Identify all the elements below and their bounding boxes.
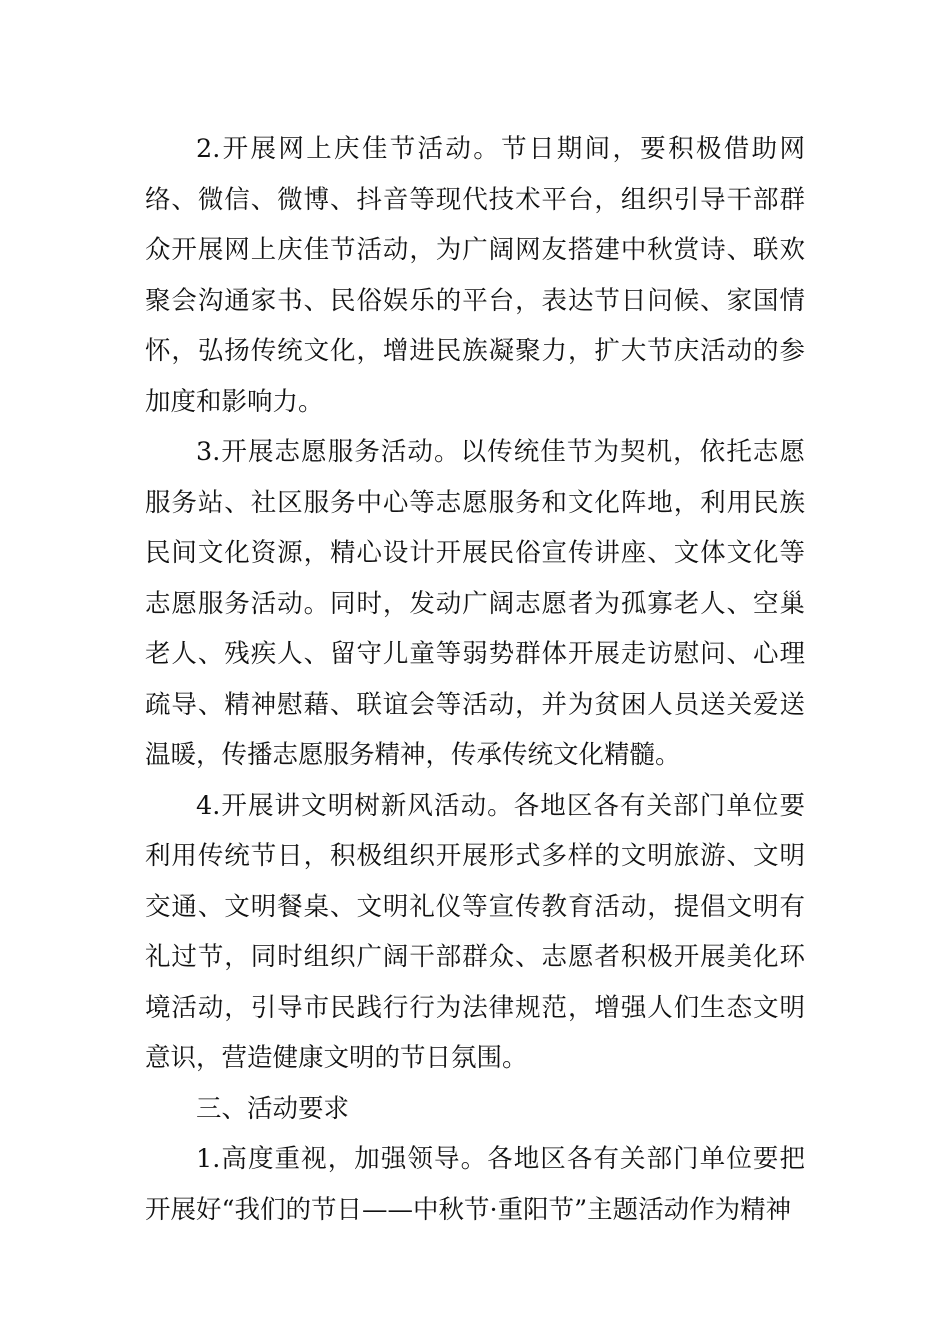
paragraph-leadership: 1.高度重视，加强领导。各地区各有关部门单位要把开展好“我们的节日——中秋节·重阳节”主题活动作为精神 xyxy=(145,1144,805,1225)
paragraph-civility: 4.开展讲文明树新风活动。各地区各有关部门单位要利用传统节日，积极组织开展形式多样的文明旅游、文明交通、文明餐桌、文明礼仪等宣传教育活动，提倡文明有礼过节，同时组织广阔干部群众、志愿者积极开展美化环境活动，引导市民践行行为法律规范，增强人们生态文明意识，营造健康文明的节日氛围。 xyxy=(145,790,805,1073)
paragraph-online-festival: 2.开展网上庆佳节活动。节日期间，要积极借助网络、微信、微博、抖音等现代技术平台，组织引导干部群众开展网上庆佳节活动，为广阔网友搭建中秋赏诗、联欢聚会沟通家书、民俗娱乐的平台，表达节日问候、家国情怀，弘扬传统文化，增进民族凝聚力，扩大节庆活动的参加度和影响力。 xyxy=(145,134,805,417)
document-page xyxy=(145,124,805,1235)
paragraph-volunteer-service: 3.开展志愿服务活动。以传统佳节为契机，依托志愿服务站、社区服务中心等志愿服务和文化阵地，利用民族民间文化资源，精心设计开展民俗宣传讲座、文体文化等志愿服务活动。同时，发动广阔志愿者为孤寡老人、空巢老人、残疾人、留守儿童等弱势群体开展走访慰问、心理疏导、精神慰藉、联谊会等活动，并为贫困人员送关爱送温暖，传播志愿服务精神，传承传统文化精髓。 xyxy=(145,437,805,770)
section-heading: 三、活动要求 xyxy=(196,1093,350,1124)
